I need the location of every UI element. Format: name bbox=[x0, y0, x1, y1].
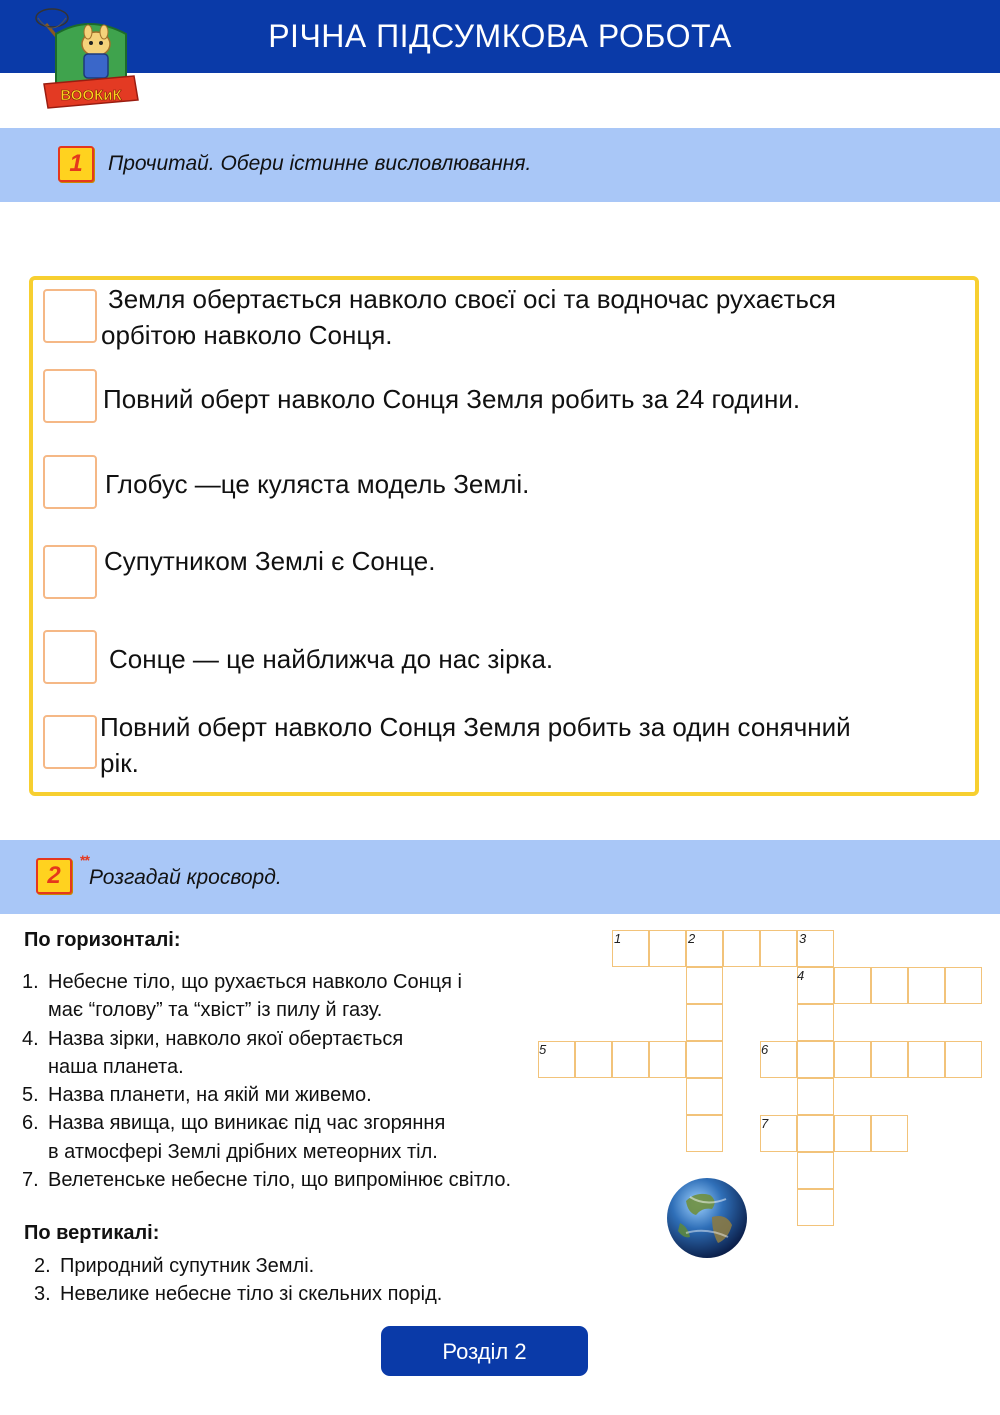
clue-text: Невелике небесне тіло зі скельних порід. bbox=[60, 1283, 443, 1306]
crossword-cell[interactable] bbox=[945, 967, 982, 1004]
crossword-cell[interactable] bbox=[797, 1078, 834, 1115]
statement-6-line1: Повний оберт навколо Сонця Земля робить за один сонячний bbox=[100, 712, 851, 742]
statement-2: Повний оберт навколо Сонця Земля робить за 24 години. bbox=[103, 384, 801, 414]
vertical-clues-title: По вертикалі: bbox=[24, 1222, 160, 1244]
task2-number-badge: 2 bbox=[36, 858, 72, 894]
statement-5: Сонце — це найближча до нас зірка. bbox=[109, 644, 554, 674]
clue-text-continued: наша планета. bbox=[48, 1055, 184, 1078]
bookik-logo bbox=[34, 4, 144, 116]
crossword-cell[interactable] bbox=[575, 1041, 612, 1078]
crossword-cell[interactable] bbox=[834, 1115, 871, 1152]
earth-globe-image bbox=[666, 1177, 748, 1259]
clue-item bbox=[22, 968, 602, 1025]
logo-text: ВООКиК bbox=[60, 87, 122, 104]
clue-number: 5. bbox=[22, 1084, 39, 1107]
clue-number: 3. bbox=[34, 1283, 51, 1306]
vertical-clues-list bbox=[34, 1252, 594, 1309]
crossword-clue-number: 2 bbox=[688, 931, 696, 946]
crossword-cell[interactable] bbox=[649, 930, 686, 967]
clue-text: Велетенське небесне тіло, що випромінює світло. bbox=[48, 1169, 512, 1192]
statement-1 bbox=[101, 281, 836, 353]
clue-text: Назва зірки, навколо якої обертається bbox=[48, 1027, 404, 1050]
clue-text: Небесне тіло, що рухається навколо Сонця і bbox=[48, 971, 462, 993]
crossword-clue-number: 6 bbox=[761, 1042, 769, 1057]
crossword-cell[interactable] bbox=[612, 1041, 649, 1078]
crossword-clue-number: 7 bbox=[761, 1116, 769, 1131]
crossword-clue-number: 1 bbox=[614, 931, 622, 946]
statement-checkbox-2[interactable] bbox=[43, 369, 97, 423]
statement-checkbox-4[interactable] bbox=[43, 545, 97, 599]
clue-item bbox=[34, 1252, 594, 1280]
clue-text-continued: має “голову” та “хвіст” із пилу й газу. bbox=[48, 999, 383, 1022]
clue-text: Назва планети, на якій ми живемо. bbox=[48, 1084, 372, 1107]
crossword-cell[interactable] bbox=[686, 1115, 723, 1152]
crossword-cell[interactable] bbox=[797, 1041, 834, 1078]
crossword-clue-number: 3 bbox=[799, 931, 807, 946]
crossword-cell[interactable] bbox=[834, 967, 871, 1004]
clue-number: 7. bbox=[22, 1169, 39, 1192]
statement-checkbox-3[interactable] bbox=[43, 455, 97, 509]
statement-1-line1: Земля обертається навколо своєї осі та водночас рухається bbox=[108, 284, 836, 314]
task2-instruction: Розгадай кросворд. bbox=[89, 866, 282, 889]
task1-number-badge: 1 bbox=[58, 146, 94, 182]
crossword-clue-number: 4 bbox=[797, 968, 805, 983]
clue-number: 6. bbox=[22, 1112, 39, 1135]
crossword-clue-number: 5 bbox=[539, 1042, 547, 1057]
crossword-cell[interactable] bbox=[834, 1041, 871, 1078]
crossword-cell[interactable] bbox=[871, 1041, 908, 1078]
statement-6 bbox=[100, 709, 851, 781]
clue-text: Природний супутник Землі. bbox=[60, 1255, 315, 1277]
page-title: РІЧНА ПІДСУМКОВА РОБОТА bbox=[268, 18, 732, 54]
crossword-cell[interactable] bbox=[797, 1189, 834, 1226]
task1-instruction: Прочитай. Обери істинне висловлювання. bbox=[108, 152, 532, 175]
clue-item bbox=[22, 1081, 602, 1109]
crossword-cell[interactable] bbox=[871, 967, 908, 1004]
statement-6-line2: рік. bbox=[100, 748, 139, 778]
clue-item bbox=[22, 1109, 602, 1166]
crossword-cell[interactable] bbox=[871, 1115, 908, 1152]
crossword-cell[interactable] bbox=[797, 1115, 834, 1152]
crossword-cell[interactable] bbox=[686, 967, 723, 1004]
difficulty-stars: ** bbox=[80, 852, 89, 868]
statement-3: Глобус —це куляста модель Землі. bbox=[105, 469, 530, 499]
crossword-cell[interactable] bbox=[649, 1041, 686, 1078]
crossword-cell[interactable] bbox=[908, 967, 945, 1004]
crossword-cell[interactable] bbox=[723, 930, 760, 967]
crossword-cell[interactable] bbox=[686, 1041, 723, 1078]
crossword-cell[interactable] bbox=[797, 1152, 834, 1189]
clue-item bbox=[22, 1025, 602, 1082]
statement-checkbox-1[interactable] bbox=[43, 289, 97, 343]
clue-item bbox=[34, 1280, 594, 1308]
crossword-cell[interactable] bbox=[908, 1041, 945, 1078]
clue-item bbox=[22, 1166, 602, 1194]
clue-number: 4. bbox=[22, 1027, 39, 1050]
horizontal-clues-list bbox=[22, 968, 602, 1194]
crossword-cell[interactable] bbox=[760, 930, 797, 967]
crossword-cell[interactable] bbox=[797, 1004, 834, 1041]
clue-text: Назва явища, що виникає під час згоряння bbox=[48, 1112, 446, 1135]
crossword-cell[interactable] bbox=[945, 1041, 982, 1078]
statement-checkbox-5[interactable] bbox=[43, 630, 97, 684]
clue-number: 2. bbox=[34, 1255, 51, 1277]
clue-number: 1. bbox=[22, 971, 39, 993]
statement-checkbox-6[interactable] bbox=[43, 715, 97, 769]
crossword-cell[interactable] bbox=[686, 1004, 723, 1041]
crossword-cell[interactable] bbox=[686, 1078, 723, 1115]
clue-text-continued: в атмосфері Землі дрібних метеорних тіл. bbox=[48, 1140, 438, 1163]
statement-1-line2: орбітою навколо Сонця. bbox=[101, 320, 393, 350]
section-2-button[interactable]: Розділ 2 bbox=[381, 1326, 588, 1376]
horizontal-clues-title: По горизонталі: bbox=[24, 929, 181, 951]
statement-4: Супутником Землі є Сонце. bbox=[104, 546, 436, 576]
